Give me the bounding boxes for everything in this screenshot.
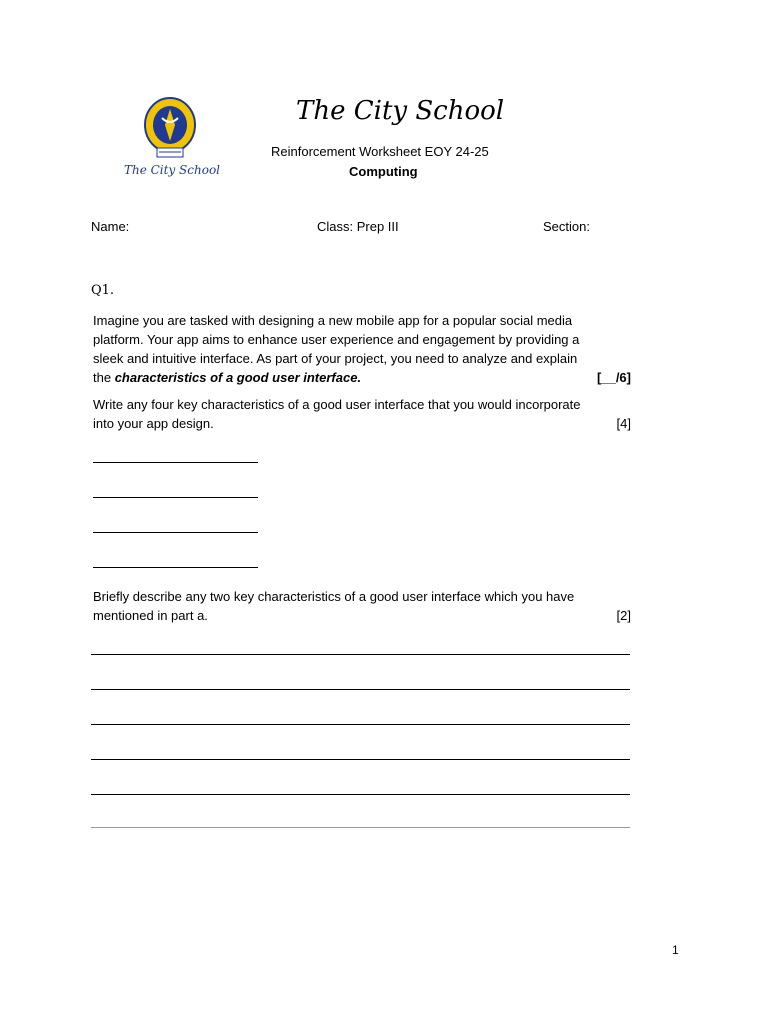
- page-number: 1: [672, 943, 679, 957]
- intro-emphasis: characteristics of a good user interface.: [114, 370, 362, 385]
- answer-line[interactable]: [91, 794, 630, 795]
- school-logo: [142, 96, 198, 162]
- school-title: The City School: [296, 96, 505, 126]
- part-a-prompt: [93, 395, 631, 433]
- answer-line[interactable]: [91, 724, 630, 725]
- intro-line: sleek and intuitive interface. As part of your project, you need to analyze and explain: [93, 351, 578, 366]
- logo-caption: The City School: [123, 163, 221, 177]
- part-b-line: mentioned in part a. [2]: [93, 608, 631, 623]
- answer-line[interactable]: [91, 759, 630, 760]
- class-label: Class: Prep III: [317, 219, 399, 234]
- intro-last-line: [93, 368, 631, 387]
- part-a-line: Write any four key characteristics of a good user interface that you would incorporate: [93, 397, 581, 412]
- intro-line: Imagine you are tasked with designing a new mobile app for a popular social media: [93, 313, 573, 328]
- question-number: Q1.: [91, 283, 115, 298]
- subject-heading: Computing: [349, 164, 418, 179]
- part-b-marks: [2]: [616, 608, 631, 623]
- answer-line[interactable]: [93, 567, 258, 568]
- total-marks: [__/6]: [597, 370, 631, 385]
- answer-line[interactable]: [93, 532, 258, 533]
- part-a-marks: [4]: [616, 416, 631, 431]
- section-label: Section:: [543, 219, 590, 234]
- intro-last-prefix: the: [93, 370, 115, 385]
- answer-line[interactable]: [91, 827, 630, 828]
- answer-line[interactable]: [91, 654, 630, 655]
- answer-line[interactable]: [91, 689, 630, 690]
- worksheet-title: Reinforcement Worksheet EOY 24-25: [271, 144, 489, 159]
- answer-line[interactable]: [93, 462, 258, 463]
- question-intro: [93, 311, 631, 387]
- part-a-line: into your app design. [4]: [93, 416, 631, 431]
- part-b-prompt: [93, 587, 631, 625]
- part-b-line: Briefly describe any two key characteristics of a good user interface which you have: [93, 589, 575, 604]
- answer-line[interactable]: [93, 497, 258, 498]
- intro-line: platform. Your app aims to enhance user experience and engagement by providing a: [93, 332, 580, 347]
- name-label: Name:: [91, 219, 130, 234]
